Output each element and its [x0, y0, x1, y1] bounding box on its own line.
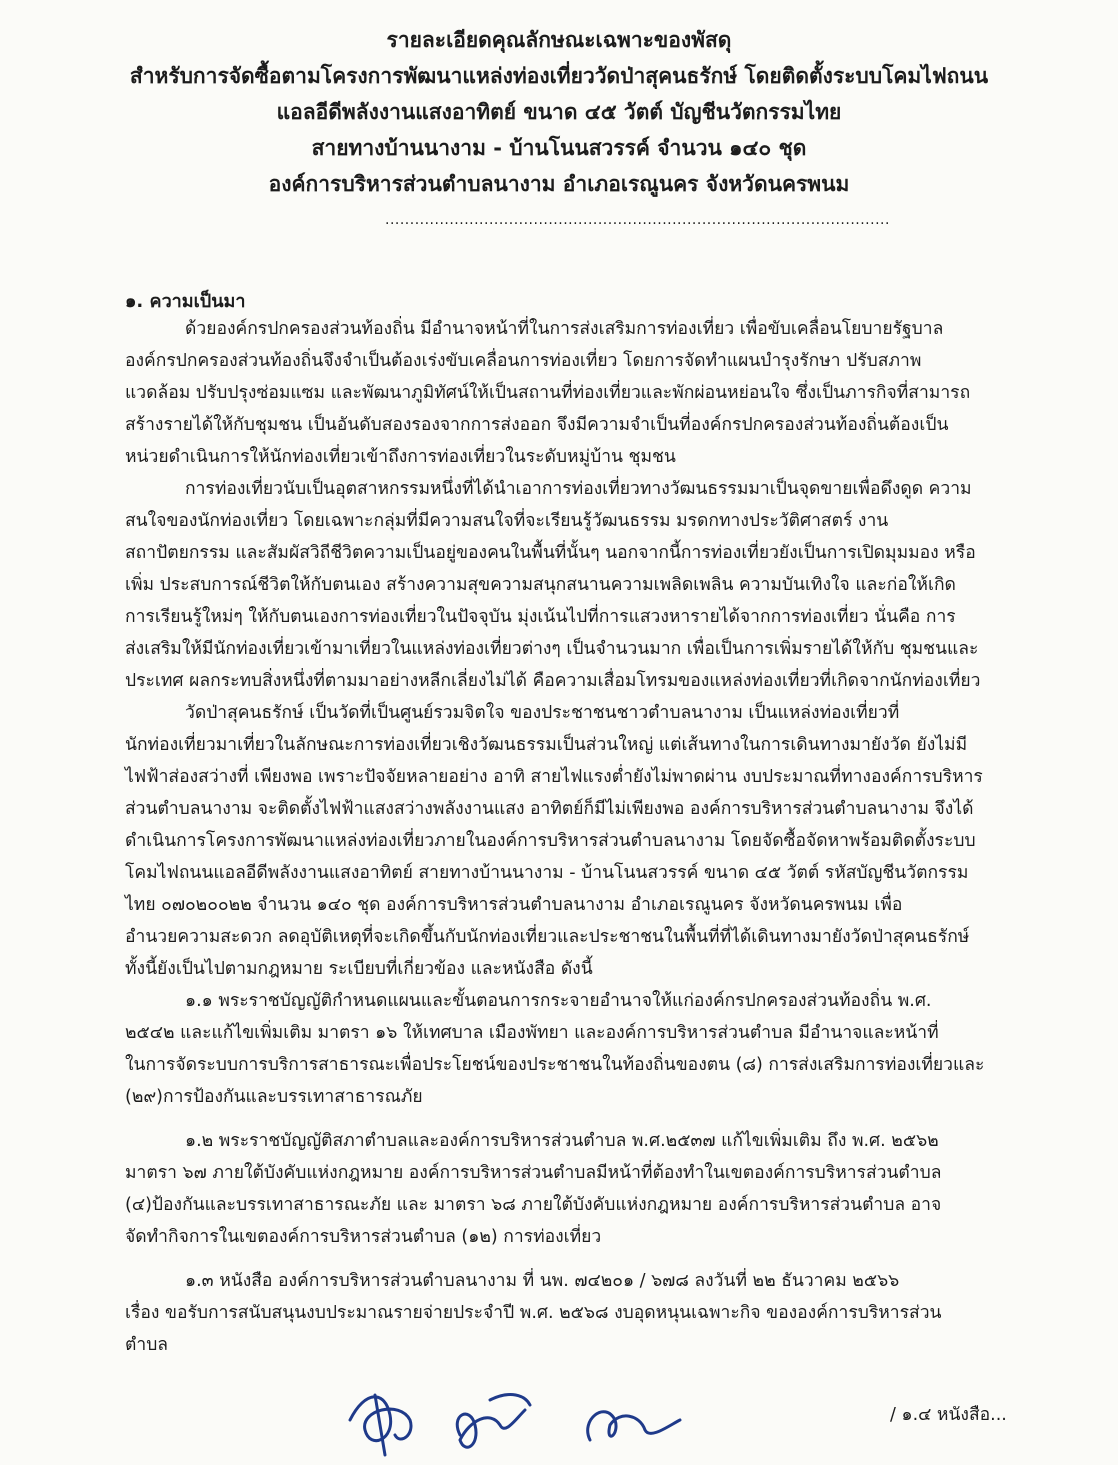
- title-line-4: สายทางบ้านนางาม - บ้านโนนสวรรค์ จำนวน ๑๔๐ ชุด: [311, 136, 807, 160]
- body-line: ตำบล: [125, 1335, 169, 1355]
- body-line: ๑.๓ หนังสือ องค์การบริหารส่วนตำบลนางาม ที่ นพ. ๗๔๒๐๑ / ๖๗๘ ลงวันที่ ๒๒ ธันวาคม ๒๕๖๖: [185, 1271, 900, 1291]
- body-line: ส่งเสริมให้มีนักท่องเที่ยวเข้ามาเที่ยวในแหล่งท่องเที่ยวต่างๆ เป็นจำนวนมาก เพื่อเป็นการเพิ่มรายได้ให้กับ ชุมชนและ: [125, 639, 979, 659]
- body-line: นักท่องเที่ยวมาเที่ยวในลักษณะการท่องเที่ยวเชิงวัฒนธรรมเป็นส่วนใหญ่ แต่เส้นทางในการเดินทางมายังวัด ยังไม่มี: [125, 735, 968, 755]
- title-line-5: องค์การบริหารส่วนตำบลนางาม อำเภอเรณูนคร จังหวัดนครพนม: [268, 172, 850, 196]
- body-line: จัดทำกิจการในเขตองค์การบริหารส่วนตำบล (๑๒) การท่องเที่ยว: [125, 1227, 602, 1247]
- body-line: (๔)ป้องกันและบรรเทาสาธารณะภัย และ มาตรา ๖๘ ภายใต้บังคับแห่งกฎหมาย องค์การบริหารส่วนตำบล อาจ: [125, 1195, 942, 1215]
- body-line: (๒๙)การป้องกันและบรรเทาสาธารณภัย: [125, 1087, 423, 1107]
- signatures: [340, 1380, 720, 1460]
- document-title: [0, 22, 1118, 202]
- signature-2: [457, 1410, 525, 1447]
- body-line: มาตรา ๖๗ ภายใต้บังคับแห่งกฎหมาย องค์การบริหารส่วนตำบลมีหน้าที่ต้องทำในเขตองค์การบริหารส่วนตำบล: [125, 1163, 942, 1183]
- signature-1-stroke: [375, 1395, 385, 1455]
- body-line: เรื่อง ขอรับการสนับสนุนงบประมาณรายจ่ายประจำปี พ.ศ. ๒๕๖๘ งบอุดหนุนเฉพาะกิจ ขององค์การบริหารส่วน: [125, 1303, 942, 1323]
- body-line: ไทย ๐๗๐๒๐๐๒๒ จำนวน ๑๔๐ ชุด องค์การบริหารส่วนตำบลนางาม อำเภอเรณูนคร จังหวัดนครพนม เพื่อ: [125, 895, 903, 915]
- section-heading-background: ๑. ความเป็นมา: [125, 291, 246, 312]
- body-line: ไฟฟ้าส่องสว่างที่ เพียงพอ เพราะปัจจัยหลายอย่าง อาทิ สายไฟแรงต่ำยังไม่พาดผ่าน งบประมาณที่ทางองค์การบริหาร: [125, 767, 983, 787]
- body-line: การเรียนรู้ใหม่ๆ ให้กับตนเองการท่องเที่ยวในปัจจุบัน มุ่งเน้นไปที่การแสวงหารายได้จากการท่องเที่ยว นั่นคือ การ: [125, 607, 956, 627]
- body-line: ๑.๒ พระราชบัญญัติสภาตำบลและองค์การบริหารส่วนตำบล พ.ศ.๒๕๓๗ แก้ไขเพิ่มเติม ถึง พ.ศ. ๒๕๖๒: [185, 1131, 939, 1151]
- title-line-1: รายละเอียดคุณลักษณะเฉพาะของพัสดุ: [386, 28, 732, 52]
- signature-2-tail: [490, 1395, 530, 1405]
- body-line: ๑.๑ พระราชบัญญัติกำหนดแผนและขั้นตอนการกระจายอำนาจให้แก่องค์กรปกครองส่วนท้องถิ่น พ.ศ.: [185, 991, 932, 1011]
- title-line-3: แอลอีดีพลังงานแสงอาทิตย์ ขนาด ๔๕ วัตต์ บัญชีนวัตกรรมไทย: [276, 100, 842, 124]
- signature-3: [588, 1412, 680, 1440]
- body-line: ๒๕๔๒ และแก้ไขเพิ่มเติม มาตรา ๑๖ ให้เทศบาล เมืองพัทยา และองค์การบริหารส่วนตำบล มีอำนาจและหน้าที่: [125, 1023, 939, 1043]
- body-line: ส่วนตำบลนางาม จะติดตั้งไฟฟ้าแสงสว่างพลังงานแสง อาทิตย์ก็มีไม่เพียงพอ องค์การบริหารส่วนตำบลนางาม จึงได้: [125, 799, 974, 819]
- continue-marker: / ๑.๔ หนังสือ...: [890, 1405, 1007, 1425]
- body-line: สนใจของนักท่องเที่ยว โดยเฉพาะกลุ่มที่มีความสนใจที่จะเรียนรู้วัฒนธรรม มรดกทางประวัติศาสตร์ งาน: [125, 511, 889, 531]
- body-line: องค์กรปกครองส่วนท้องถิ่นจึงจำเป็นต้องเร่งขับเคลื่อนการท่องเที่ยว โดยการจัดทำแผนบำรุงรักษา ปรับสภาพ: [125, 351, 922, 371]
- body-line: โคมไฟถนนแอลอีดีพลังงานแสงอาทิตย์ สายทางบ้านนางาม - บ้านโนนสวรรค์ ขนาด ๔๕ วัตต์ รหัสบัญชีนวัตกรรม: [125, 863, 969, 883]
- body-line: ในการจัดระบบการบริการสาธารณะเพื่อประโยชน์ของประชาชนในท้องถิ่นของตน (๘) การส่งเสริมการท่องเที่ยวและ: [125, 1055, 985, 1075]
- title-divider-dots: ......................................................................................................: [385, 212, 890, 228]
- body-line: ด้วยองค์กรปกครองส่วนท้องถิ่น มีอำนาจหน้าที่ในการส่งเสริมการท่องเที่ยว เพื่อขับเคลื่อนโยบายรัฐบาล: [185, 319, 944, 339]
- body-line: ดำเนินการโครงการพัฒนาแหล่งท่องเที่ยวภายในองค์การบริหารส่วนตำบลนางาม โดยจัดซื้อจัดหาพร้อมติดตั้งระบบ: [125, 831, 976, 851]
- body-line: เพิ่ม ประสบการณ์ชีวิตให้กับตนเอง สร้างความสุขความสนุกสนานความเพลิดเพลิน ความบันเทิงใจ และก่อให้เกิด: [125, 575, 956, 595]
- body-line: แวดล้อม ปรับปรุงซ่อมแซม และพัฒนาภูมิทัศน์ให้เป็นสถานที่ท่องเที่ยวและพักผ่อนหย่อนใจ ซึ่งเป็นภารกิจที่สามารถ: [125, 383, 971, 403]
- body-line: สถาปัตยกรรม และสัมผัสวิถีชีวิตความเป็นอยู่ของคนในพื้นที่นั้นๆ นอกจากนี้การท่องเที่ยวยังเป็นการเปิดมุมมอง หรือ: [125, 543, 976, 563]
- body-line: สร้างรายได้ให้กับชุมชน เป็นอันดับสองรองจากการส่งออก จึงมีความจำเป็นที่องค์กรปกครองส่วนท้องถิ่นต้องเป็น: [125, 415, 949, 435]
- body-line: ประเทศ ผลกระทบสิ่งหนึ่งที่ตามมาอย่างหลีกเลี่ยงไม่ได้ คือความเสื่อมโทรมของแหล่งท่องเที่ยวที่เกิดจากนักท่องเที่ยว: [125, 671, 981, 691]
- body-line: หน่วยดำเนินการให้นักท่องเที่ยวเข้าถึงการท่องเที่ยวในระดับหมู่บ้าน ชุมชน: [125, 447, 676, 467]
- body-line: การท่องเที่ยวนับเป็นอุตสาหกรรมหนึ่งที่ได้นำเอาการท่องเที่ยวทางวัฒนธรรมมาเป็นจุดขายเพื่อดึงดูด ความ: [185, 479, 972, 499]
- body-line: วัดป่าสุคนธรักษ์ เป็นวัดที่เป็นศูนย์รวมจิตใจ ของประชาชนชาวตำบลนางาม เป็นแหล่งท่องเที่ยวที่: [185, 703, 900, 723]
- body-line: อำนวยความสะดวก ลดอุบัติเหตุที่จะเกิดขึ้นกับนักท่องเที่ยวและประชาชนในพื้นที่ที่ได้เดินทางมายังวัดป่าสุคนธรักษ์: [125, 927, 970, 947]
- body-line: ทั้งนี้ยังเป็นไปตามกฎหมาย ระเบียบที่เกี่ยวข้อง และหนังสือ ดังนี้: [125, 959, 593, 979]
- title-line-2: สำหรับการจัดซื้อตามโครงการพัฒนาแหล่งท่องเที่ยววัดป่าสุคนธรักษ์ โดยติดตั้งระบบโคมไฟถนน: [129, 64, 989, 88]
